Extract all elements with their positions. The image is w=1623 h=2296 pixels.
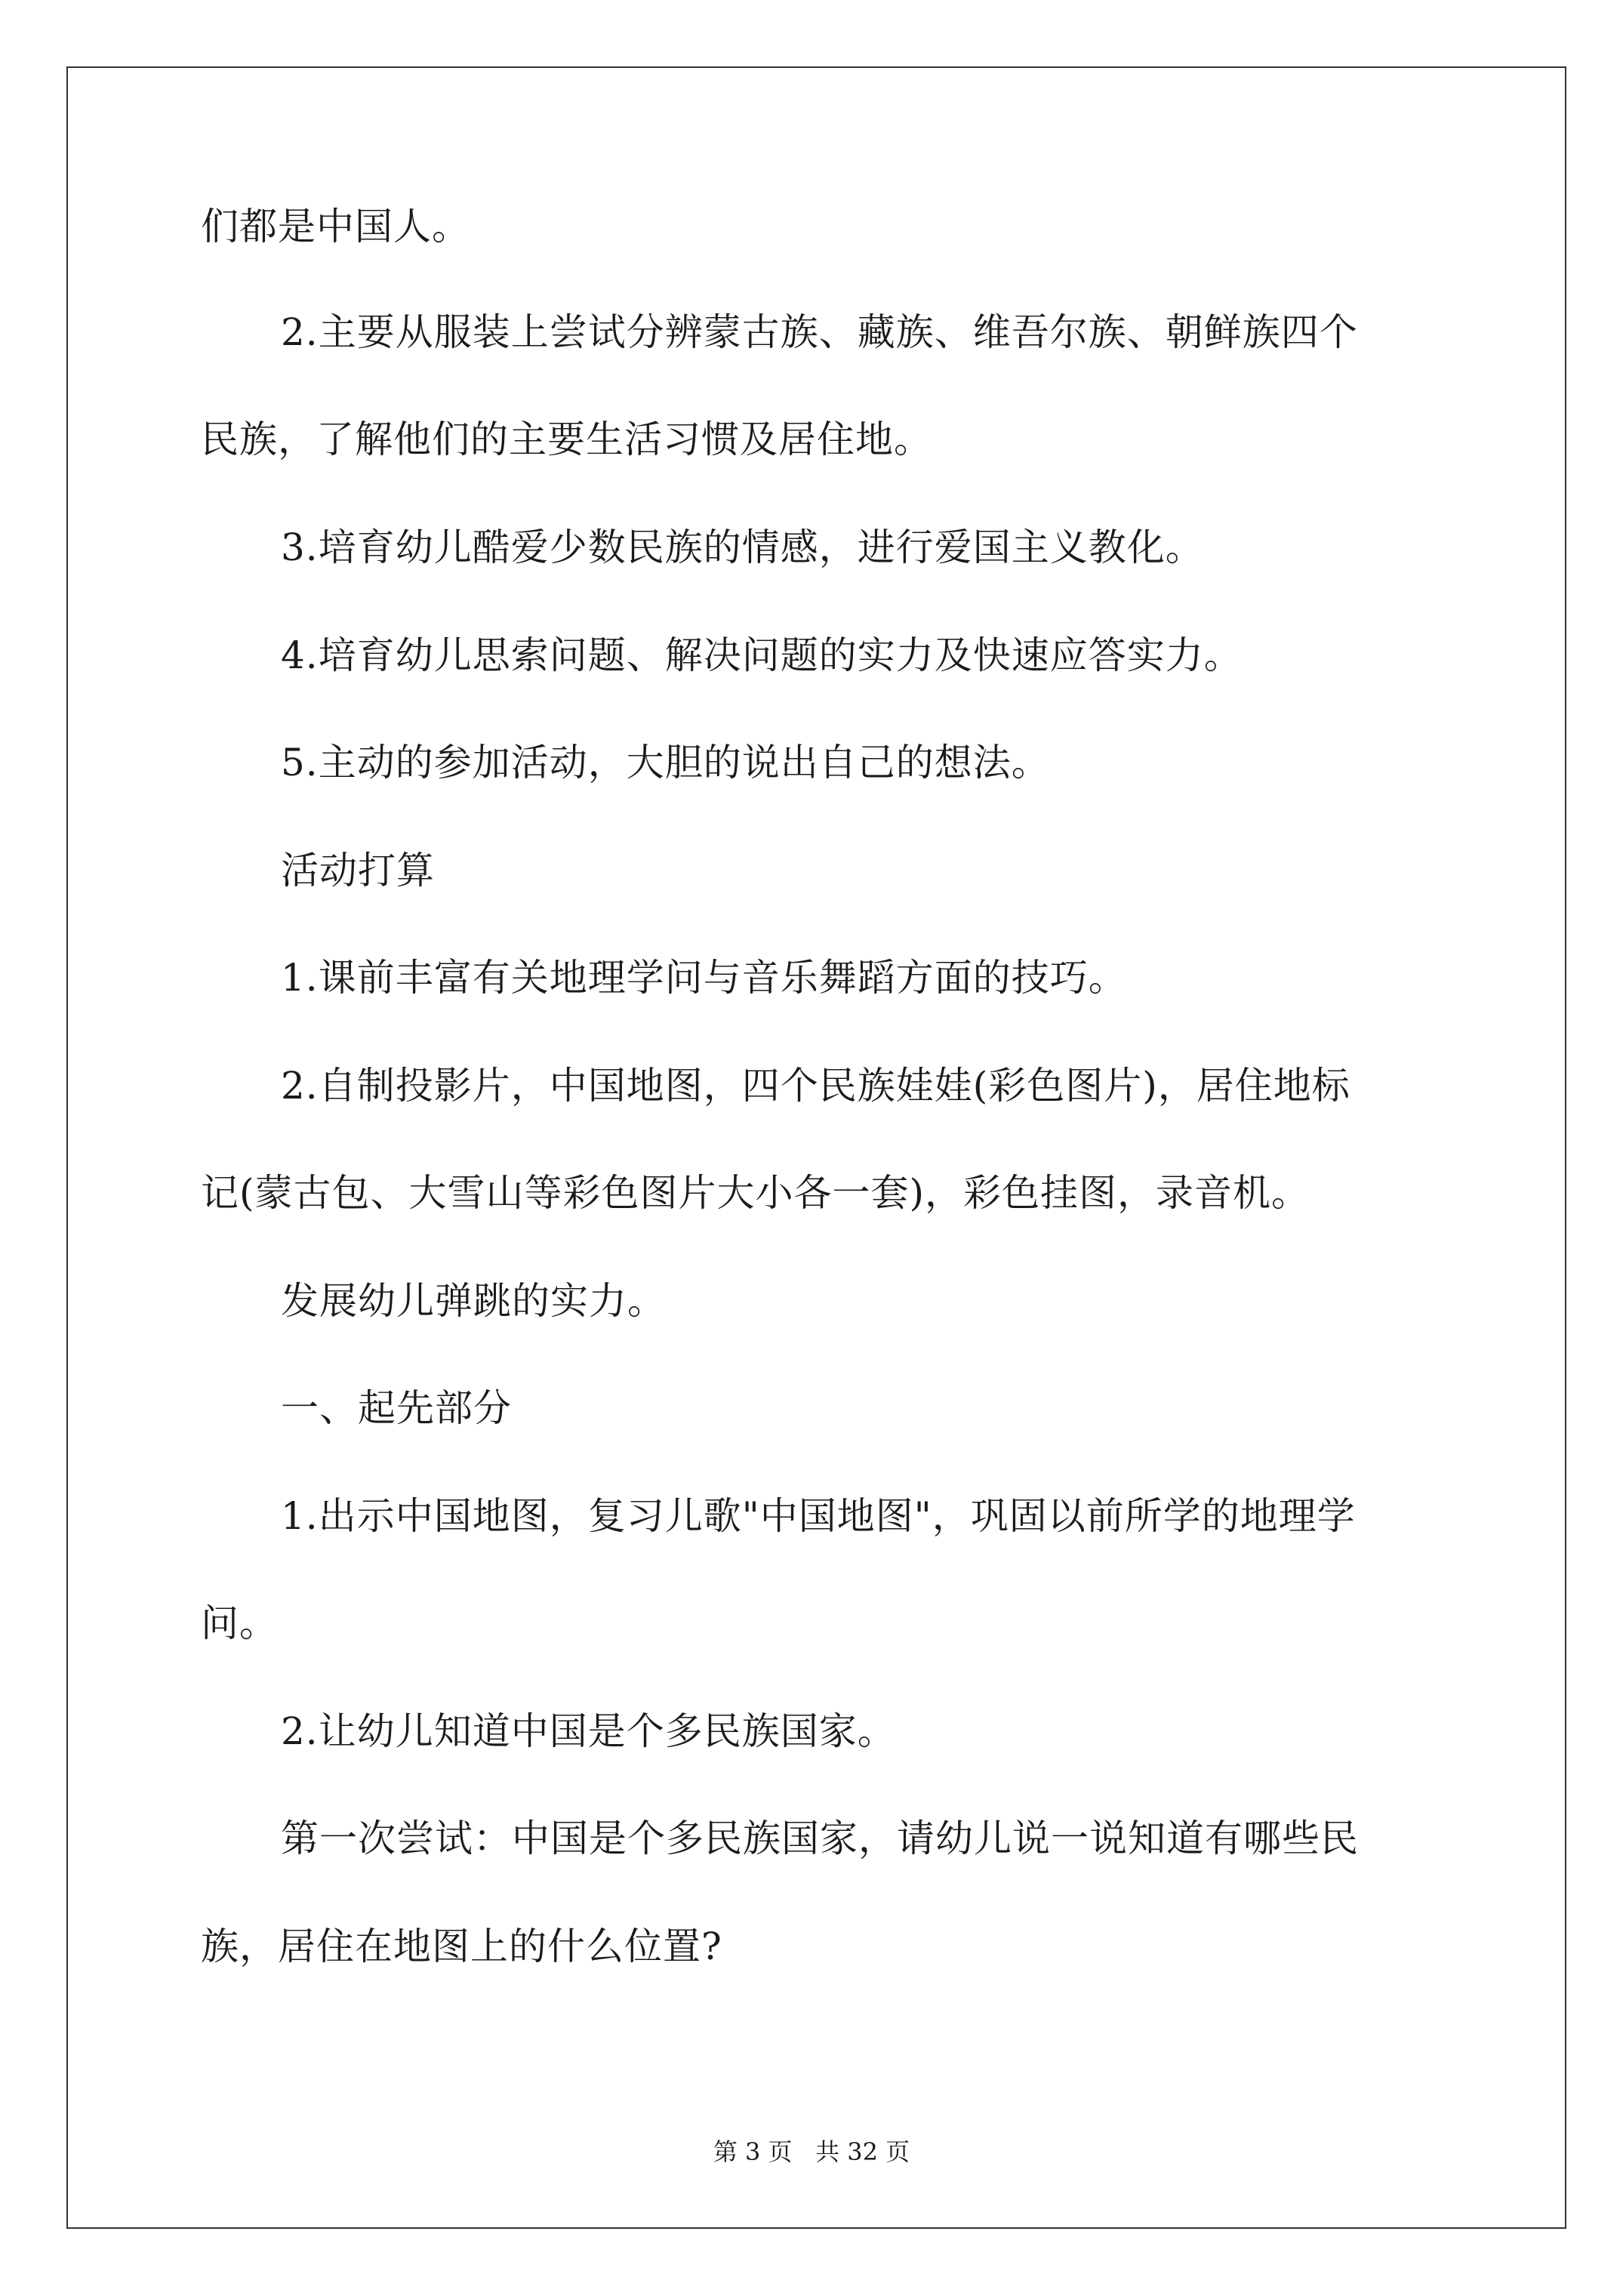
text-line: 们都是中国人。	[201, 205, 470, 248]
section-heading: 一、起先部分	[281, 1386, 512, 1430]
text-line: 2.主要从服装上尝试分辨蒙古族、藏族、维吾尔族、朝鲜族四个	[281, 310, 1358, 354]
text-line: 民族，了解他们的主要生活习惯及居住地。	[201, 418, 932, 461]
text-line: 第一次尝试：中国是个多民族国家，请幼儿说一说知道有哪些民	[281, 1817, 1359, 1860]
page-number-footer: 第 3 页 共 32 页	[713, 2137, 910, 2166]
text-line: 5.主动的参加活动，大胆的说出自己的想法。	[281, 741, 1050, 784]
text-line: 3.培育幼儿酷爱少数民族的情感，进行爱国主义教化。	[281, 525, 1204, 569]
text-line: 问。	[201, 1601, 278, 1645]
text-line: 族，居住在地图上的什么位置?	[201, 1925, 722, 1968]
text-line: 记(蒙古包、大雪山等彩色图片大小各一套)，彩色挂图，录音机。	[201, 1171, 1310, 1215]
text-line: 1.课前丰富有关地理学问与音乐舞蹈方面的技巧。	[281, 956, 1127, 1000]
text-line: 1.出示中国地图，复习儿歌"中国地图"，巩固以前所学的地理学	[281, 1494, 1356, 1538]
text-line: 2.让幼儿知道中国是个多民族国家。	[281, 1709, 896, 1753]
page-border	[66, 66, 1566, 2229]
text-line: 发展幼儿弹跳的实力。	[281, 1279, 666, 1323]
text-line: 4.培育幼儿思索问题、解决问题的实力及快速应答实力。	[281, 633, 1243, 677]
text-line: 2.自制投影片，中国地图，四个民族娃娃(彩色图片)，居住地标	[281, 1064, 1350, 1108]
section-heading: 活动打算	[281, 849, 435, 892]
